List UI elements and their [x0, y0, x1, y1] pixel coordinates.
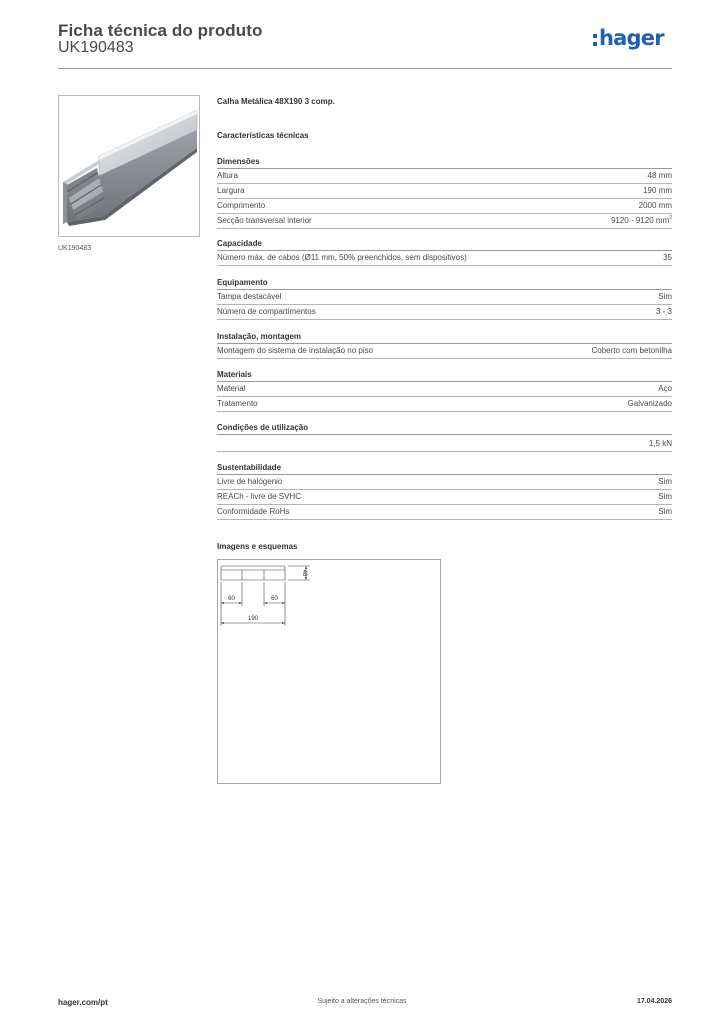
header-divider — [58, 68, 672, 69]
spec-value: 190 mm — [643, 186, 672, 195]
product-image — [58, 95, 200, 237]
spec-label: Secção transversal interior — [217, 216, 312, 225]
spec-value: Coberto com betonilha — [591, 346, 672, 355]
image-caption: UK190483 — [58, 245, 92, 252]
spec-label: Número de compartimentos — [217, 307, 316, 316]
spec-value: 1,5 kN — [648, 439, 672, 448]
spec-value: 48 mm — [647, 171, 672, 180]
section-conditions — [217, 422, 672, 452]
product-name: Calha Metálica 48X190 3 comp. — [217, 97, 335, 106]
spec-row — [217, 344, 672, 359]
section-title: Instalação, montagem — [217, 331, 672, 344]
section-dimensions — [217, 156, 672, 229]
spec-value — [611, 214, 672, 228]
spec-label: Largura — [217, 186, 245, 195]
section-title: Sustentabilidade — [217, 462, 672, 475]
width-dimension-label: 190 — [247, 616, 259, 622]
spec-row — [217, 505, 672, 520]
section-equipment — [217, 277, 672, 320]
spec-label: Comprimento — [217, 201, 266, 210]
spec-value: 35 — [663, 253, 672, 262]
spec-label: REACh - livre de SVHC — [217, 492, 302, 501]
cable-trunking-illustration — [59, 96, 199, 236]
footer-website-link[interactable]: hager.com/pt — [58, 998, 108, 1007]
logo-text: hager — [599, 26, 664, 50]
page-title: Ficha técnica do produto — [58, 21, 263, 40]
spec-row — [217, 169, 672, 184]
product-code: UK190483 — [58, 39, 134, 56]
spec-label: Número máx. de cabos (Ø11 mm, 50% preenchidos, sem dispositivos) — [217, 253, 467, 262]
technical-characteristics-title: Características técnicas — [217, 131, 309, 140]
spec-label: Tratamento — [217, 399, 258, 408]
left-compartment-dimension-label: 60 — [228, 596, 235, 602]
section-materials — [217, 369, 672, 412]
spec-value: Sim — [658, 292, 672, 301]
logo-dots-icon — [593, 34, 597, 46]
section-title: Condições de utilização — [217, 422, 672, 435]
spec-value: Sim — [658, 477, 672, 486]
spec-row — [217, 397, 672, 412]
hager-logo — [593, 26, 664, 58]
cross-section-diagram — [218, 560, 440, 783]
spec-label: Livre de halógenio — [217, 477, 283, 486]
spec-value: 2000 mm — [638, 201, 672, 210]
spec-row — [217, 199, 672, 214]
spec-row — [217, 475, 672, 490]
spec-row — [217, 490, 672, 505]
spec-value: Sim — [658, 492, 672, 501]
spec-value: Galvanizado — [627, 399, 672, 408]
spec-value: 3 - 3 — [655, 307, 672, 316]
footer-date: 17.04.2026 — [636, 998, 672, 1005]
spec-label: Conformidade RoHs — [217, 507, 290, 516]
spec-row — [217, 437, 672, 452]
spec-value-superscript: 2 — [669, 215, 672, 221]
images-title: Imagens e esquemas — [217, 542, 298, 551]
section-title: Capacidade — [217, 238, 672, 251]
section-title: Equipamento — [217, 277, 672, 290]
spec-label: Montagem do sistema de instalação no piso — [217, 346, 374, 355]
spec-row — [217, 184, 672, 199]
section-installation — [217, 331, 672, 359]
technical-drawing — [217, 559, 441, 784]
spec-label: Material — [217, 384, 246, 393]
footer-notice: Sujeito a alterações técnicas — [317, 998, 407, 1005]
spec-label: Altura — [217, 171, 238, 180]
section-title: Materiais — [217, 369, 672, 382]
spec-row — [217, 290, 672, 305]
right-compartment-dimension-label: 60 — [271, 596, 278, 602]
spec-value-text: 9120 - 9120 mm — [610, 216, 670, 225]
spec-row — [217, 382, 672, 397]
spec-value: Aço — [658, 384, 672, 393]
spec-row — [217, 251, 672, 266]
spec-row — [217, 214, 672, 229]
height-dimension-label: 48 — [301, 569, 307, 577]
spec-value: Sim — [658, 507, 672, 516]
section-capacity — [217, 238, 672, 266]
section-title: Dimensões — [217, 156, 672, 169]
spec-label: Tampa destacável — [217, 292, 282, 301]
section-sustainability — [217, 462, 672, 520]
spec-row — [217, 305, 672, 320]
